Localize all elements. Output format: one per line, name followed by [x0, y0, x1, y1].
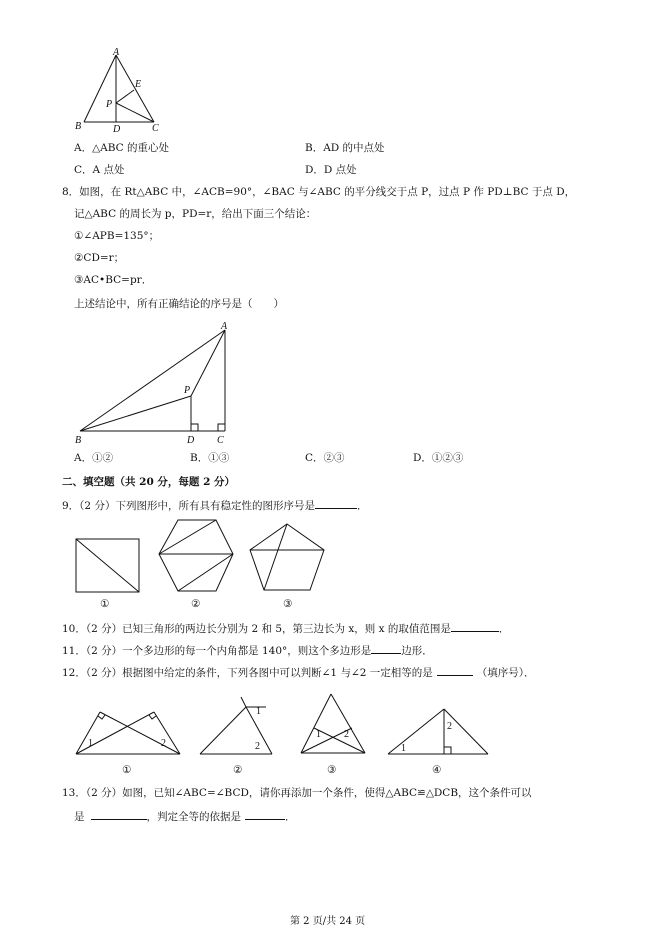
q12-fig2-angle-2: 2 — [255, 741, 260, 752]
q7-option-c[interactable]: C．A 点处 — [74, 164, 125, 176]
q8-option-a[interactable]: A．①② — [74, 452, 114, 464]
q7-option-b[interactable]: B．AD 的中点处 — [305, 142, 385, 154]
q12-figure-2 — [196, 693, 278, 757]
q12-fig2-angle-1: 1 — [256, 706, 261, 717]
q10-text: 10．（2 分）已知三角形的两边长分别为 2 和 5，第三边长为 x，则 x 的取值范围是 — [62, 623, 451, 635]
q11-answer-blank[interactable] — [371, 642, 401, 654]
q8-label-c: C — [217, 435, 224, 446]
q12-fig4-angle-1: 1 — [401, 743, 406, 754]
q8-conclusion-1: ①∠APB=135°； — [74, 230, 160, 242]
q9-text: 9．（2 分）下列图形中，所有具有稳定性的图形序号是 — [62, 500, 315, 512]
q13-stem-line1: 13．（2 分）如图，已知∠ABC=∠BCD，请你再添加一个条件，使得△ABC≌△DCB，这个条件可以 — [62, 787, 532, 799]
q8-option-c[interactable]: C．②③ — [305, 452, 345, 464]
q13-stem-line2 — [74, 808, 296, 824]
q12-answer-blank[interactable] — [437, 664, 473, 676]
q13-condition-blank[interactable] — [91, 808, 147, 820]
q9-answer-blank[interactable] — [315, 497, 357, 509]
q8-label-a: A — [221, 321, 228, 332]
q12-caption-3: ③ — [327, 764, 337, 776]
q9-caption-1: ① — [100, 598, 110, 610]
q9-figure-square — [72, 535, 142, 595]
section-2-title: 二、填空题（共 20 分，每题 2 分） — [62, 476, 236, 488]
q12-figure-1 — [72, 705, 184, 757]
q9-end: ． — [356, 500, 368, 512]
q11-text: 11．（2 分）一个多边形的每一个内角都是 140°，则这个多边形是 — [62, 645, 372, 657]
q7-label-e: E — [135, 79, 142, 90]
q12-caption-4: ④ — [432, 764, 442, 776]
q7-option-a[interactable]: A．△ABC 的重心处 — [74, 142, 170, 154]
q8-conclusion-3: ③AC•BC=pr． — [74, 274, 153, 286]
q8-option-b[interactable]: B．①③ — [190, 452, 230, 464]
q12-end: （填序号）． — [476, 667, 535, 679]
q12-fig4-angle-2: 2 — [447, 721, 452, 732]
q8-label-d: D — [187, 435, 195, 446]
q9-caption-2: ② — [191, 598, 201, 610]
q13-basis-blank[interactable] — [245, 808, 285, 820]
q7-label-d: D — [113, 124, 121, 135]
q9-figure-hexagon — [153, 516, 237, 600]
q8-label-b: B — [75, 435, 82, 446]
q11-stem — [62, 642, 433, 658]
q7-option-d[interactable]: D．D 点处 — [305, 164, 357, 176]
q8-stem-line1: 8．如图，在 Rt△ABC 中，∠ACB=90°，∠BAC 与∠ABC 的平分线交于点 P，过点 P 作 PD⊥BC 于点 D， — [62, 186, 576, 198]
q10-end: ． — [498, 623, 510, 635]
q7-label-c: C — [152, 123, 159, 134]
q13-line2-mid: ，判定全等的依据是 — [146, 811, 241, 823]
q12-caption-1: ① — [122, 764, 132, 776]
q7-figure — [70, 45, 170, 137]
q7-label-p: P — [106, 99, 113, 110]
q8-question: 上述结论中，所有正确结论的序号是（ ） — [74, 298, 284, 310]
q8-figure — [70, 318, 240, 446]
q8-conclusion-2: ②CD=r； — [74, 252, 125, 264]
q12-stem — [62, 664, 535, 680]
q11-end: 边形． — [401, 645, 433, 657]
q9-caption-3: ③ — [283, 598, 293, 610]
q8-label-p: P — [184, 385, 191, 396]
q9-figure-pentagon — [246, 520, 330, 596]
q10-stem — [62, 620, 509, 636]
q7-label-b: B — [75, 121, 82, 132]
q8-option-d[interactable]: D．①②③ — [413, 452, 464, 464]
page-footer: 第 2 页/共 24 页 — [290, 916, 366, 927]
q12-figure-4 — [384, 705, 492, 757]
q13-line2-end: ． — [285, 811, 296, 823]
q12-fig3-angle-1: 1 — [316, 729, 321, 740]
q9-stem — [62, 497, 367, 513]
q12-fig1-angle-2: 2 — [161, 738, 166, 749]
q12-caption-2: ② — [233, 764, 243, 776]
q12-fig3-angle-2: 2 — [344, 729, 349, 740]
q7-label-a: A — [113, 47, 120, 58]
q12-figure-3 — [296, 690, 370, 757]
q12-fig1-angle-1: 1 — [88, 738, 93, 749]
q10-answer-blank[interactable] — [451, 620, 499, 632]
q13-line2-start: 是 — [74, 811, 85, 823]
q12-text: 12．（2 分）根据图中给定的条件，下列各图中可以判断∠1 与∠2 一定相等的是 — [62, 667, 433, 679]
q8-stem-line2: 记△ABC 的周长为 p，PD=r，给出下面三个结论： — [74, 208, 317, 220]
